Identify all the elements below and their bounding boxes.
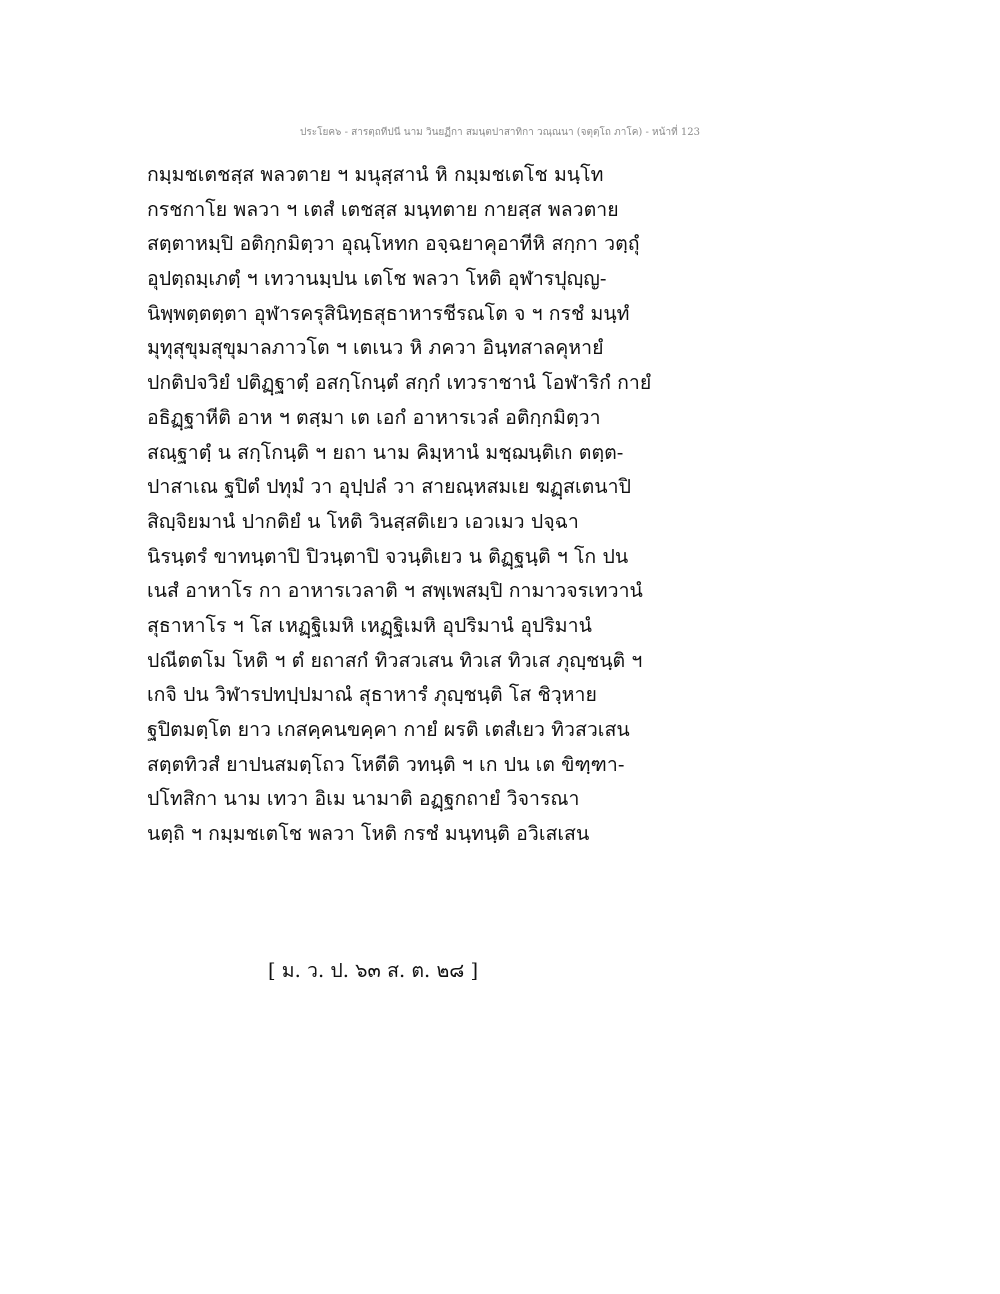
text-line: ฐปิตมตฺโต ยาว เกสคฺคนขคฺคา กายํ ผรติ เตสํเยว ทิวสวเสน: [147, 718, 630, 741]
text-line: กรชกาโย พลวา ฯ เตสํ เตชสฺส มนฺทตาย กายสฺส พลวตาย: [147, 197, 619, 221]
text-line: เนสํ อาหาโร กา อาหารเวลาติ ฯ สพฺเพสมฺปิ กามาวจรเทวานํ: [147, 579, 643, 603]
text-line: เกจิ ปน วิฬารปทปฺปมาณํ สุธาหารํ ภุญฺชนฺติ โส ชิวฺหาย: [147, 683, 597, 707]
text-line: นิพฺพตฺตตฺตา อุฬารครุสินิทฺธสุธาหารชีรณโต จ ฯ กรชํ มนฺทํ: [147, 301, 630, 325]
text-line: สตฺตทิวสํ ยาปนสมตฺโถว โหตีติ วทนฺติ ฯ เก ปน เต ขิฑฺฑา-: [147, 752, 625, 776]
text-line: นตฺถิ ฯ กมฺมชเตโช พลวา โหติ กรชํ มนฺทนฺติ อวิเสเสน: [147, 822, 590, 846]
text-line: ปกติปจวิยํ ปติฏฺฐาตฺํ อสกฺโกนฺตํ สกฺกํ เทวราชานํ โอฬาริกํ กายํ: [147, 371, 652, 395]
text-line: ปาสาเณ ฐปิตํ ปทุมํ วา อุปฺปลํ วา สายณฺหสมเย ฆฏฺสเตนาปิ: [147, 475, 631, 499]
text-line: ปโทสิกา นาม เทวา อิเม นามาติ อฏฺฐกถายํ วิจารณา: [147, 787, 580, 811]
text-line: นิรนฺตรํ ขาทนฺตาปิ ปิวนฺตาปิ จวนฺติเยว น ติฏฺฐนฺติ ฯ โก ปน: [147, 544, 629, 568]
text-line: สุธาหาโร ฯ โส เหฏฺฐิเมหิ เหฏฺฐิเมหิ อุปริมานํ อุปริมานํ: [147, 613, 592, 637]
text-line: ปณีตตโม โหติ ฯ ตํ ยถาสกํ ทิวสวเสน ทิวเส ทิวเส ภุญฺชนฺติ ฯ: [147, 648, 643, 672]
text-line: มุทุสุขุมสุขุมาลภาวโต ฯ เตเนว หิ ภควา อินฺทสาลคุหายํ: [147, 336, 604, 360]
text-line: สิญฺจิยมานํ ปากติยํ น โหติ วินสฺสติเยว เอวเมว ปจฺฉา: [147, 509, 579, 533]
text-line: อุปตฺถมฺเภตฺํ ฯ เทวานมฺปน เตโช พลวา โหติ อุฬารปุญฺญ-: [147, 267, 607, 291]
body-text: [147, 158, 867, 852]
running-header: ประโยค๖ - สารตฺถทีปนี นาม วินยฏีกา สมนฺตปาสาทิกา วณฺณนา (จตุตฺโถ ภาโค) - หน้าที่ 123: [300, 127, 700, 138]
source-reference: [ ม. ว. ป. ๖๓ ส. ต. ๒๘ ]: [268, 959, 479, 982]
text-line: กมฺมชเตชสฺส พลวตาย ฯ มนุสฺสานํ หิ กมฺมชเตโช มนฺโท: [147, 163, 604, 186]
text-line: สตฺตาหมฺปิ อติกฺกมิตฺวา อุณฺโหทก อจฺฉยาคุอาทีหิ สกฺกา วตฺถุํ: [147, 232, 640, 256]
text-line: อธิฏฺฐาหีติ อาห ฯ ตสฺมา เต เอกํ อาหารเวลํ อติกฺกมิตฺวา: [147, 405, 601, 429]
text-line: สณฺฐาตฺํ น สกฺโกนฺติ ฯ ยถา นาม คิมฺหานํ มชฺฌนฺติเก ตตฺต-: [147, 440, 624, 464]
